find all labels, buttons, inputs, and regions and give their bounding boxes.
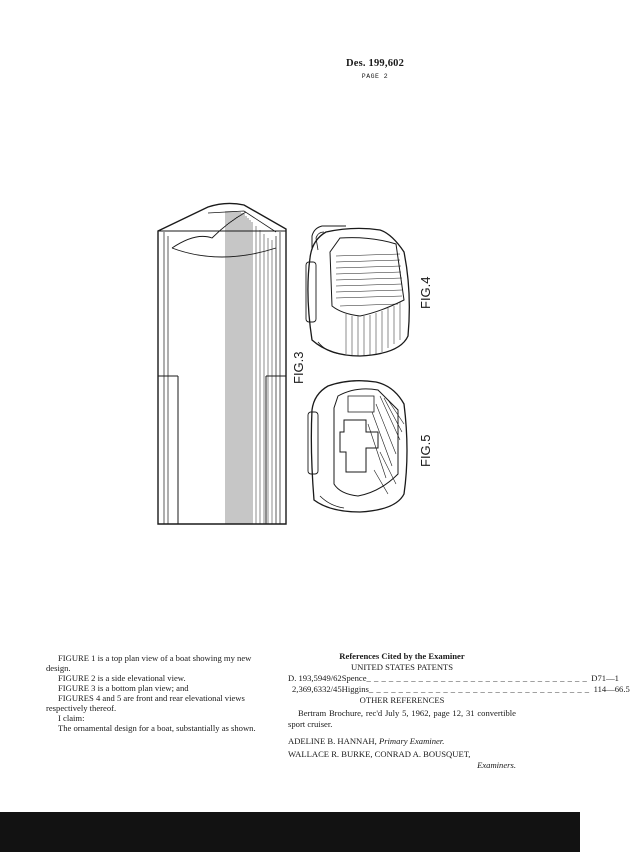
reference-class: D71—1: [591, 673, 619, 683]
reference-row: [288, 684, 630, 695]
fig4-label: FIG.4: [418, 276, 433, 309]
primary-examiner: [288, 736, 516, 747]
reference-number: 2,369,633: [292, 684, 327, 694]
primary-examiner-title: Primary Examiner.: [378, 736, 445, 746]
page-number: PAGE 2: [361, 73, 389, 80]
reference-leader: _ _ _ _ _ _ _ _ _ _ _ _ _ _ _ _ _ _ _ _ _ _ _ _ _ _ _ _ _ _: [366, 673, 588, 683]
reference-date: 9/62: [326, 673, 342, 683]
description-line-3: FIGURE 3 is a bottom plan view; and: [58, 683, 189, 693]
us-patents-heading: UNITED STATES PATENTS: [350, 662, 454, 672]
fig4-front-view-drawing: [306, 226, 409, 356]
fig3-bottom-view-drawing: [158, 203, 286, 524]
scan-bottom-border: [0, 812, 580, 852]
reference-number: D. 193,594: [288, 673, 327, 683]
reference-row: [288, 673, 619, 684]
references-title: References Cited by the Examiner: [339, 651, 465, 661]
fig3-label: FIG.3: [291, 351, 306, 384]
other-references-text: Bertram Brochure, rec'd July 5, 1962, page 12, 31 convertible sport cruiser.: [288, 708, 516, 729]
other-examiners-title: Examiners.: [477, 760, 516, 770]
primary-examiner-name: ADELINE B. HANNAH,: [288, 736, 377, 746]
reference-class: 114—66.5: [593, 684, 630, 694]
claim-text: The ornamental design for a boat, substantially as shown.: [58, 723, 256, 733]
patent-number: Des. 199,602: [345, 58, 405, 69]
fig5-label: FIG.5: [418, 434, 433, 467]
description-line-2: FIGURE 2 is a side elevational view.: [58, 673, 186, 683]
reference-date: 2/45: [326, 684, 342, 694]
other-examiners-names: WALLACE R. BURKE, CONRAD A. BOUSQUET,: [288, 749, 471, 759]
fig5-rear-view-drawing: [308, 381, 407, 512]
description-column: [46, 653, 272, 733]
reference-name: Higgins: [341, 684, 369, 694]
reference-leader: _ _ _ _ _ _ _ _ _ _ _ _ _ _ _ _ _ _ _ _ _ _ _ _ _ _ _ _ _ _: [368, 684, 590, 694]
claim-heading: I claim:: [58, 713, 85, 723]
references-column: [288, 651, 630, 771]
description-line-1: FIGURE 1 is a top plan view of a boat showing my new design.: [46, 653, 252, 673]
description-line-4: FIGURES 4 and 5 are front and rear elevational views respectively thereof.: [46, 693, 245, 713]
reference-name: Spence: [341, 673, 367, 683]
other-references-heading: OTHER REFERENCES: [359, 695, 445, 705]
